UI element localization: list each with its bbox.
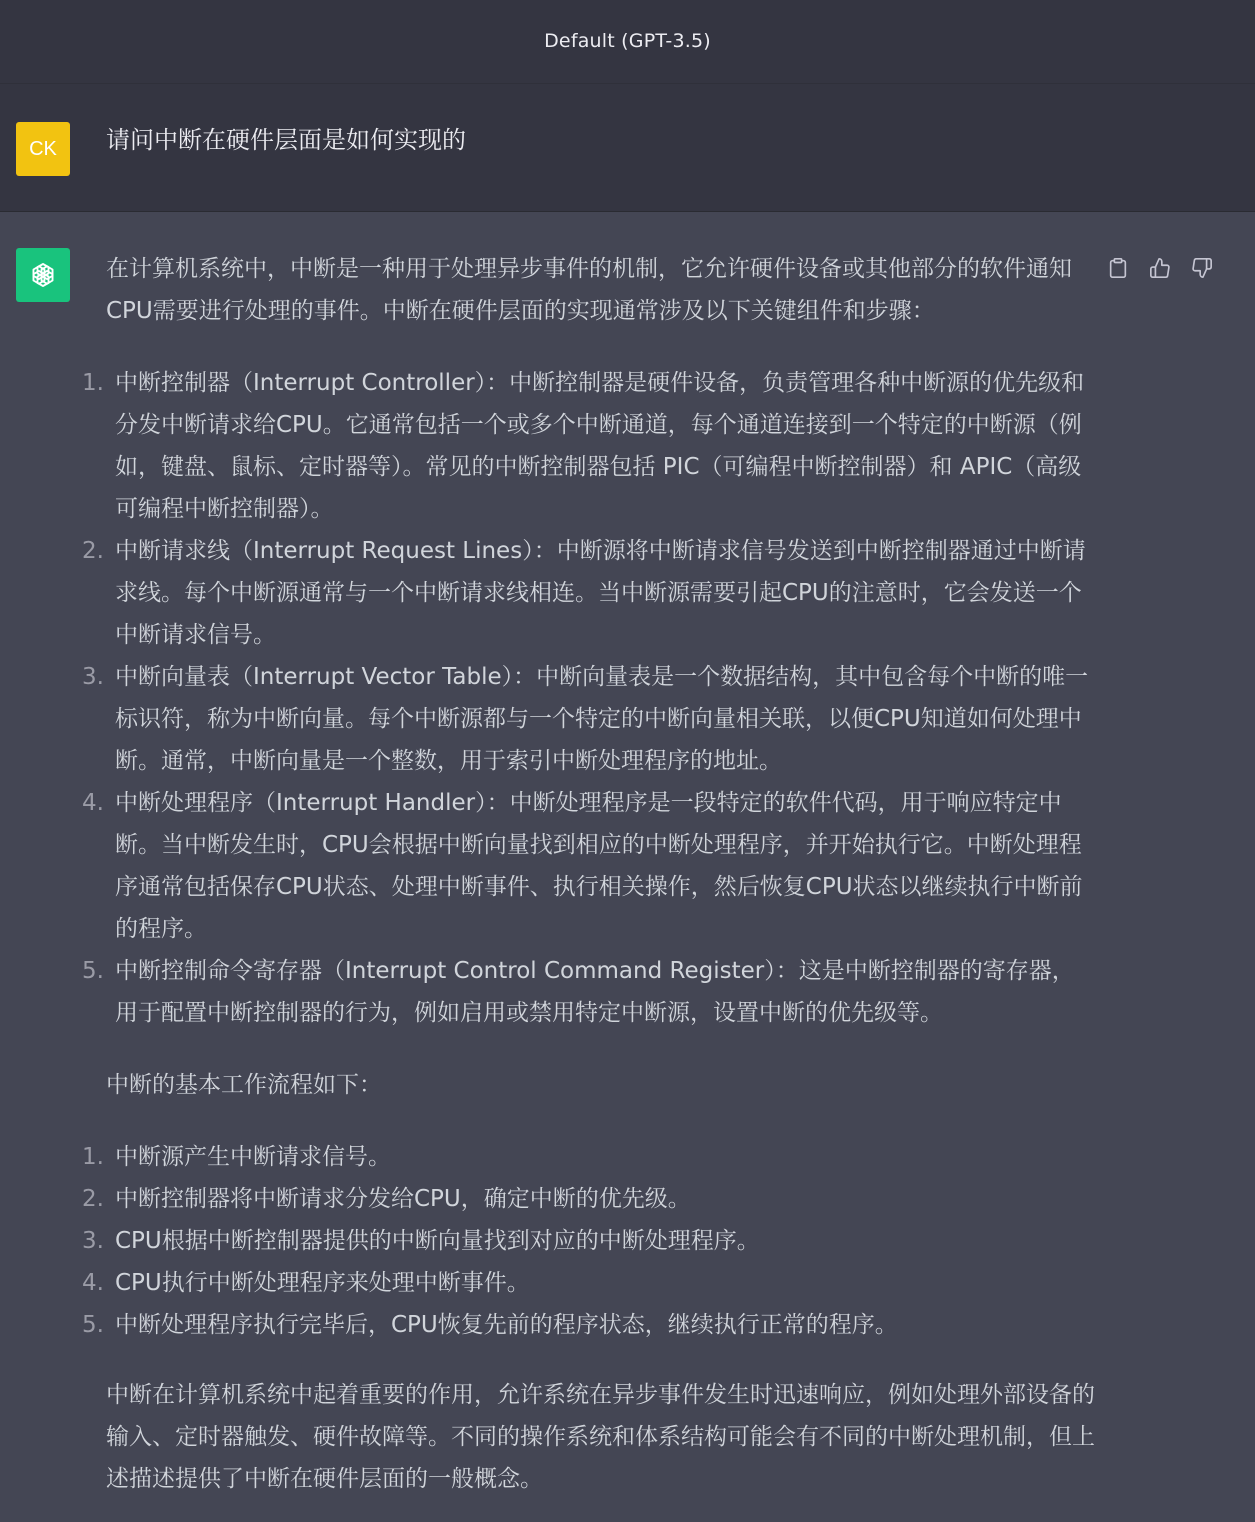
list-item-text: CPU根据中断控制器提供的中断向量找到对应的中断处理程序。 — [115, 1228, 760, 1254]
like-button[interactable] — [1144, 252, 1176, 284]
steps-list — [82, 1136, 1096, 1346]
conclusion-paragraph: 中断在计算机系统中起着重要的作用，允许系统在异步事件发生时迅速响应，例如处理外部设备的输入、定时器触发、硬件故障等。不同的操作系统和体系结构可能会有不同的中断处理机制，但上述描述提供了中断在硬件层面的一般概念。 — [106, 1382, 1095, 1492]
list-item — [82, 1220, 1096, 1262]
list-item — [82, 656, 1096, 782]
list-number: 3. — [82, 1228, 104, 1254]
list-number: 1. — [82, 1144, 104, 1170]
user-avatar — [16, 122, 70, 176]
list-item — [82, 1304, 1096, 1346]
list-number: 1. — [82, 370, 104, 396]
list-item-text: CPU执行中断处理程序来处理中断事件。 — [115, 1270, 530, 1296]
thumbs-down-icon — [1191, 257, 1213, 279]
list-item-text: 中断控制器（Interrupt Controller）：中断控制器是硬件设备，负责管理各种中断源的优先级和分发中断请求给CPU。它通常包括一个或多个中断通道，每个通道连接到一个特定的中断源（例如，键盘、鼠标、定时器等）。常见的中断控制器包括 PIC（可编程中断控制器）和 APIC（高级可编程中断控制器）。 — [115, 370, 1085, 522]
workflow-heading: 中断的基本工作流程如下： — [106, 1072, 382, 1098]
list-number: 5. — [82, 1312, 104, 1338]
list-number: 4. — [82, 790, 104, 816]
list-item — [82, 362, 1096, 530]
list-item — [82, 1178, 1096, 1220]
model-title: Default (GPT-3.5) — [544, 29, 711, 52]
model-header — [0, 0, 1255, 84]
list-item — [82, 1136, 1096, 1178]
list-item-text: 中断向量表（Interrupt Vector Table）：中断向量表是一个数据结构，其中包含每个中断的唯一标识符，称为中断向量。每个中断源都与一个特定的中断向量相关联，以便CPU知道如何处理中断。通常，中断向量是一个整数，用于索引中断处理程序的地址。 — [115, 664, 1089, 774]
assistant-response — [82, 248, 1096, 1500]
list-item-text: 中断处理程序（Interrupt Handler）：中断处理程序是一段特定的软件代码，用于响应特定中断。当中断发生时，CPU会根据中断向量找到相应的中断处理程序，并开始执行它。中断处理程序通常包括保存CPU状态、处理中断事件、执行相关操作，然后恢复CPU状态以继续执行中断前的程序。 — [115, 790, 1083, 942]
list-item — [82, 530, 1096, 656]
list-number: 5. — [82, 958, 104, 984]
list-item — [82, 782, 1096, 950]
list-item — [82, 1262, 1096, 1304]
list-number: 4. — [82, 1270, 104, 1296]
intro-paragraph: 在计算机系统中，中断是一种用于处理异步事件的机制，它允许硬件设备或其他部分的软件通知CPU需要进行处理的事件。中断在硬件层面的实现通常涉及以下关键组件和步骤： — [106, 256, 1072, 324]
user-message — [0, 84, 1255, 212]
dislike-button[interactable] — [1186, 252, 1218, 284]
list-item-text: 中断控制命令寄存器（Interrupt Control Command Register）：这是中断控制器的寄存器，用于配置中断控制器的行为，例如启用或禁用特定中断源，设置中断的优先级等。 — [115, 958, 1075, 1026]
user-message-text: 请问中断在硬件层面是如何实现的 — [106, 126, 466, 154]
list-item-text: 中断源产生中断请求信号。 — [115, 1144, 391, 1170]
copy-button[interactable] — [1102, 252, 1134, 284]
thumbs-up-icon — [1149, 257, 1171, 279]
message-actions — [1102, 252, 1218, 284]
openai-logo-icon — [28, 260, 58, 290]
clipboard-icon — [1107, 257, 1129, 279]
list-number: 2. — [82, 1186, 104, 1212]
list-item-text: 中断处理程序执行完毕后，CPU恢复先前的程序状态，继续执行正常的程序。 — [115, 1312, 898, 1338]
assistant-avatar — [16, 248, 70, 302]
components-list — [82, 362, 1096, 1034]
list-number: 2. — [82, 538, 104, 564]
user-avatar-initials: CK — [29, 137, 57, 160]
list-number: 3. — [82, 664, 104, 690]
list-item-text: 中断请求线（Interrupt Request Lines）：中断源将中断请求信号发送到中断控制器通过中断请求线。每个中断源通常与一个中断请求线相连。当中断源需要引起CPU的注意时，它会发送一个中断请求信号。 — [115, 538, 1086, 648]
list-item-text: 中断控制器将中断请求分发给CPU，确定中断的优先级。 — [115, 1186, 691, 1212]
list-item — [82, 950, 1096, 1034]
